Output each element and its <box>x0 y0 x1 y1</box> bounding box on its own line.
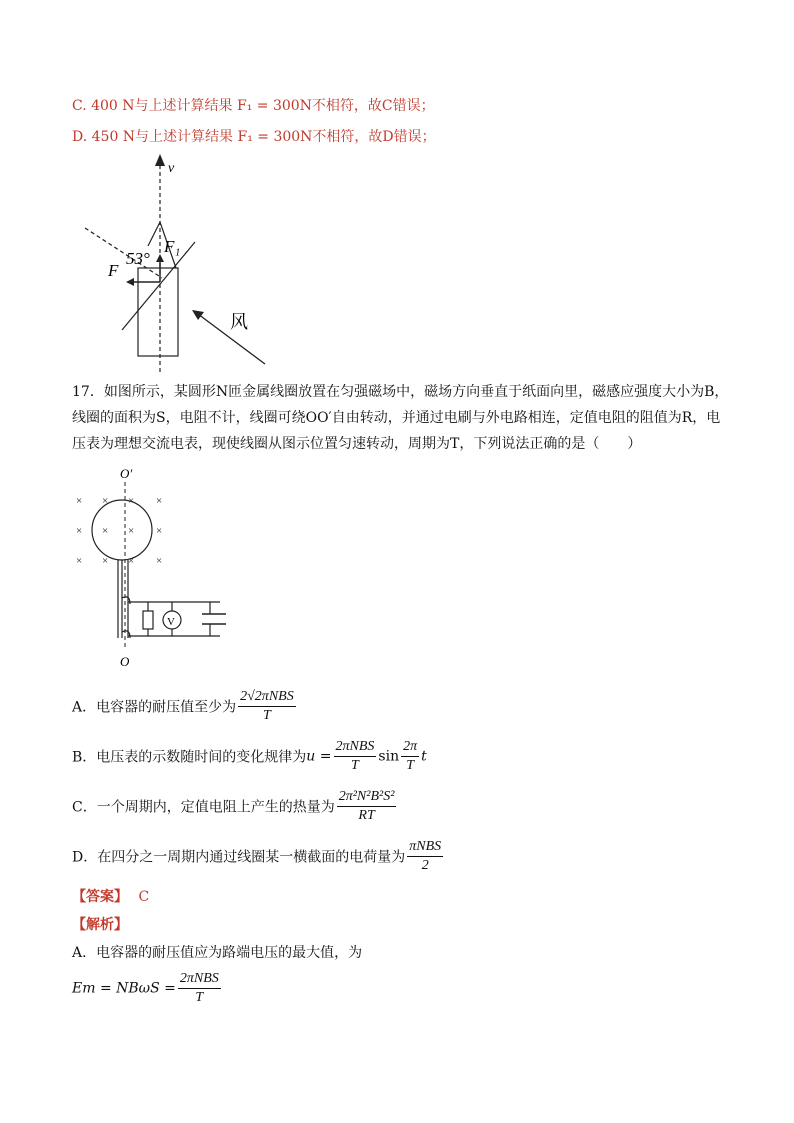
v-label: v <box>168 161 175 176</box>
option-c-denominator: RT <box>358 808 375 823</box>
f-arrow-head <box>126 278 134 286</box>
option-b-fraction-2 <box>401 738 419 775</box>
option-a-denominator: T <box>263 708 271 723</box>
em-lhs: Em = NBωS = <box>72 980 176 997</box>
analysis-label: 【解析】 <box>72 917 128 933</box>
wind-arrow-head <box>192 310 204 320</box>
wind-force-figure <box>80 150 280 375</box>
question-line-3: 压表为理想交流电表，现使线圈从图示位置匀速转动，周期为T，下列说法正确的是（ ） <box>72 436 642 452</box>
option-a-text: A．电容器的耐压值至少为 <box>72 699 237 716</box>
voltmeter-label: V <box>167 616 175 628</box>
svg-text:×: × <box>156 525 163 537</box>
svg-text:×: × <box>102 555 109 567</box>
option-b-numerator-1: 2πNBS <box>334 738 377 757</box>
option-a-fraction <box>238 688 296 725</box>
svg-text:×: × <box>76 525 83 537</box>
question-line-2: 线圈的面积为S，电阻不计，线圈可绕OO′自由转动，并通过电刷与外电路相连，定值电阻的阻值为R，电 <box>72 410 721 426</box>
option-a <box>72 688 298 725</box>
brush-top <box>122 597 130 604</box>
em-formula <box>72 970 223 1007</box>
svg-text:×: × <box>128 495 135 507</box>
coil-circle <box>92 500 152 560</box>
option-b <box>72 738 427 775</box>
f1-arrow-head <box>156 254 164 262</box>
option-d-text: D．在四分之一周期内通过线圈某一横截面的电荷量为 <box>72 849 406 866</box>
em-denominator: T <box>195 990 204 1005</box>
option-d-fraction <box>407 838 443 875</box>
answer-value: C <box>138 889 150 905</box>
f-label: F <box>108 261 119 280</box>
option-d-numerator: πNBS <box>407 838 443 857</box>
option-b-denominator-2: T <box>406 758 414 773</box>
coil-circuit-figure <box>70 462 240 672</box>
option-a-numerator: 2√2πNBS <box>238 688 296 707</box>
field-marks <box>76 495 162 567</box>
wind-label: 风 <box>230 312 248 332</box>
svg-text:×: × <box>156 495 163 507</box>
option-b-sin: sin <box>378 748 400 765</box>
question-17 <box>72 379 732 457</box>
option-d-denominator: 2 <box>421 858 429 873</box>
analysis-line-a: A．电容器的耐压值应为路端电压的最大值，为 <box>72 945 363 961</box>
option-b-denominator-1: T <box>351 758 359 773</box>
option-c-numerator: 2π²N²B²S² <box>337 788 397 807</box>
option-b-t: t <box>421 748 427 765</box>
svg-text:×: × <box>102 495 109 507</box>
top-axis-label: O′ <box>120 466 133 481</box>
svg-text:×: × <box>128 525 135 537</box>
option-d-line: D. 450 N与上述计算结果 F₁ = 300N不相符，故D错误； <box>72 129 436 145</box>
option-b-numerator-2: 2π <box>401 738 419 757</box>
svg-text:×: × <box>76 555 83 567</box>
svg-text:×: × <box>76 495 83 507</box>
answer-line <box>72 886 149 906</box>
svg-text:×: × <box>128 555 135 567</box>
option-d <box>72 838 445 875</box>
option-b-u: u = <box>306 748 332 765</box>
em-fraction <box>178 970 221 1007</box>
option-c-fraction <box>337 788 397 825</box>
angle-label: 53° <box>126 249 150 268</box>
resistor <box>143 611 153 629</box>
svg-text:×: × <box>102 525 109 537</box>
option-b-text: B．电压表的示数随时间的变化规律为 <box>72 749 307 766</box>
svg-text:×: × <box>156 555 163 567</box>
analysis-tag <box>72 914 128 934</box>
answer-tag: 【答案】 <box>72 889 128 905</box>
option-c-line: C. 400 N与上述计算结果 F₁ = 300N不相符，故C错误； <box>72 98 435 114</box>
option-c-text: C．一个周期内，定值电阻上产生的热量为 <box>72 799 335 816</box>
brush-bottom <box>122 631 130 638</box>
question-number: 17． <box>72 384 104 400</box>
bottom-axis-label: O <box>120 654 130 669</box>
v-arrow-head <box>155 154 165 166</box>
f1-label: F₁ <box>164 237 181 256</box>
option-c <box>72 788 398 825</box>
question-line-1: 如图所示，某圆形N匝金属线圈放置在匀强磁场中，磁场方向垂直于纸面向里，磁感应强度大小为B， <box>103 384 729 400</box>
option-b-fraction-1 <box>334 738 377 775</box>
boat-body <box>138 268 178 356</box>
dashed-diagonal-line <box>85 228 162 278</box>
em-numerator: 2πNBS <box>178 970 221 989</box>
